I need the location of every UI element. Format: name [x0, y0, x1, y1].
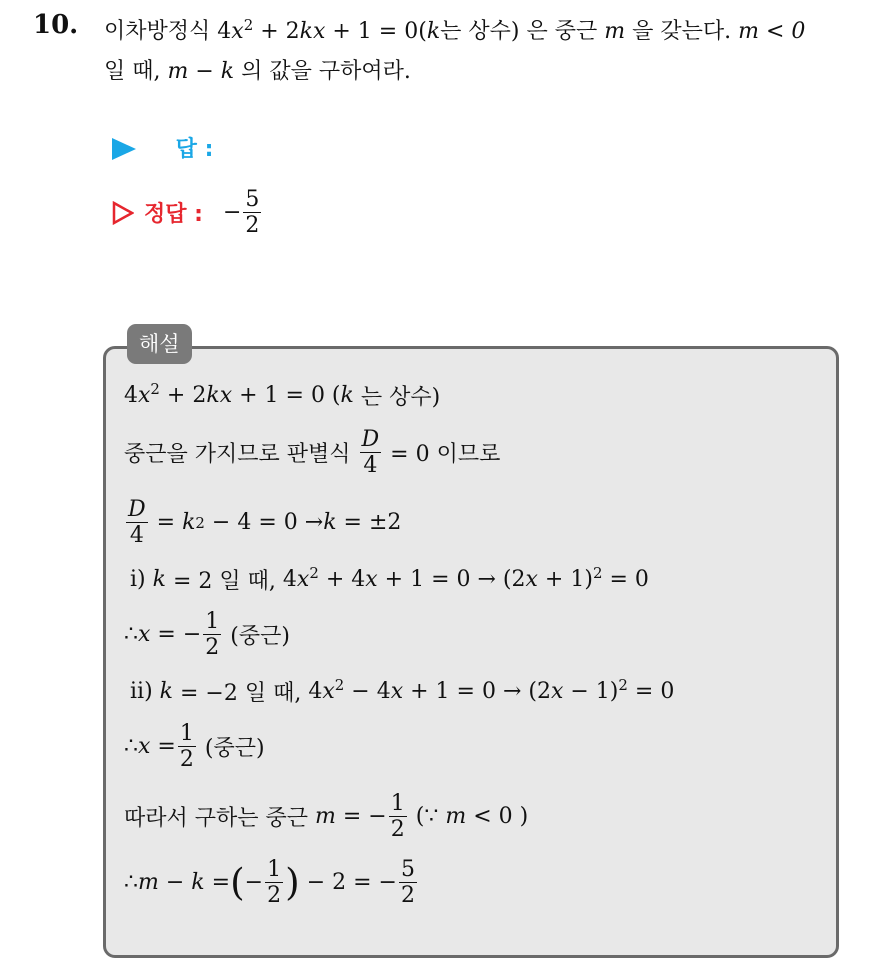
- target-expression: m − k: [167, 59, 235, 84]
- solution-line-1: $4x^2 + 2kx + 1 = 0$ ( k 는 상수): [124, 379, 441, 410]
- solution-line-9: ∴ m − k = ( − $\frac{1}{2}$ ) − 2 = − $\frac{5}{2}$: [124, 857, 415, 909]
- condition: m < 0: [738, 19, 806, 44]
- play-triangle-icon: [112, 138, 136, 160]
- solution-tag: 해설: [127, 324, 192, 364]
- question-number: 10.: [33, 10, 79, 40]
- solution-line-4: ⅰ) k = 2 일 때, $4x^2 + 4x + 1 = 0 \to (2x + 1)^2 = 0$: [130, 563, 649, 594]
- question-text: 이차방정식: [104, 19, 211, 44]
- solution-line-6: ⅱ) k = −2 일 때, $4x^2 - 4x + 1 = 0 \to (2x - 1)^2 = 0$: [130, 675, 675, 706]
- solution-line-2: 중근을 가지므로 판별식 $\frac{D}{4}$ = 0 이므로: [124, 427, 501, 479]
- solution-line-3: $\frac{D}{4}$ = k 2 − 4 = 0 → k = ±2: [128, 497, 402, 549]
- correct-answer-value: − $\frac{5}{2}$: [222, 187, 260, 239]
- outline-triangle-icon: [112, 201, 134, 225]
- correct-answer-row: [112, 188, 263, 237]
- question-line-1: 이차방정식 $4x^2 + 2kx + 1 = 0(k$는 상수) 은 중근 m 을 갖는다. m < 0: [104, 15, 806, 44]
- solution-line-8: 따라서 구하는 중근 m = − $\frac{1}{2}$ (∵ m < 0 ): [124, 791, 529, 843]
- solution-line-7: ∴ x = $\frac{1}{2}$ (중근): [124, 721, 265, 773]
- answer-label: 답 :: [175, 137, 214, 162]
- solution-line-5: ∴ x = − $\frac{1}{2}$ (중근): [124, 609, 290, 661]
- answer-row: [112, 132, 213, 163]
- correct-answer-label: 정답 :: [144, 202, 203, 228]
- quadratic-equation: $4x^2 + 2kx + 1 = 0$: [217, 15, 419, 44]
- question-line-2: 일 때, m − k 의 값을 구하여라.: [104, 59, 411, 84]
